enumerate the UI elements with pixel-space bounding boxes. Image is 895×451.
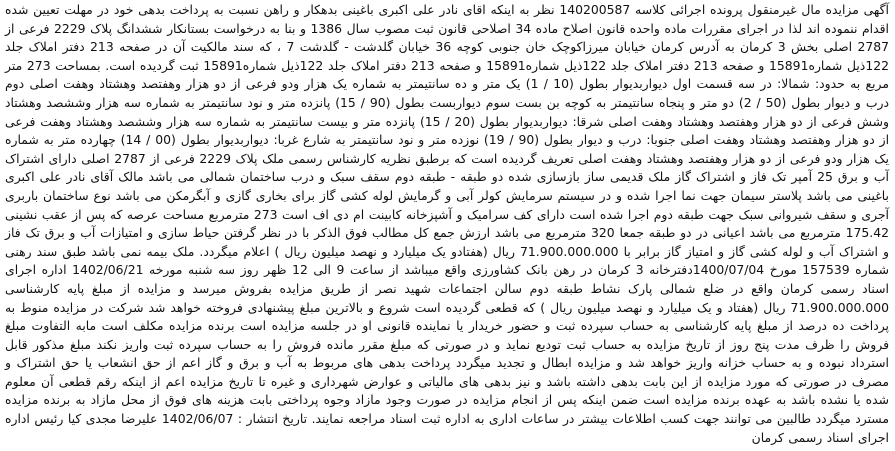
auction-notice-text: آگهی مزایده مال غیرمنقول پرونده اجرائی کلاسه 140200587 نظر به اینکه اقای نادر علی اکبری باغینی بدهکار و راهن نسبت به پرداخت بدهی خود در مهلت تعیین شده اقدام ننموده اند لذا در اجرای مقررات ماده واحده قانون اصلاح ماده 34 اصلاحی قانون ثبت مصوب سال 1386 و بنا به درخواست بستانکار ششدانگ پلاک 2229 فرعی از 2787 اصلی بخش 3 کرمان به آدرس کرمان خیابان میرزاکوچک خان جنوبی کوچه 36 خیابان گلدشت - گلدشت 7 ، که سند مالکیت آن در صفحه 213 دفتر املاک جلد 122ذیل شماره15891 و صفحه 213 دفتر املاک جلد 122ذیل شماره15891 و صفحه 213 دفتر املاک جلد 122ذیل شماره15891 ثبت گردیده است. بمساحت 273 متر مربع به حدود: شمالا: در سه قسمت اول دیواربدیوار بطول (10 / 1) یک متر و ده سانتیمتر به شماره یک هزار ودو فرعی از دو هزار وهفتصد وهشتاد وهفت اصلی دوم درب و دیوار بطول (50 / 2) دو متر و پنجاه سانتیمتر به کوچه بن بست سوم دیواربست بطول (90 / 15) پانزده متر و نود سانتیمتر به شماره سه هزار وششصد وهشتاد وشش فرعی از دو هزار وهفتصد وهشتاد وهفت اصلی شرقا: دیواربدیوار بطول (20 / 15) پانزده متر و بیست سانتیمتر به شماره سه هزار وششصد وهشتاد وهفت فرعی از دو هزار وهفتصد وهشتاد وهفت اصلی جنوبا: درب و دیوار بطول (90 / 19) نوزده متر و نود سانتیمتر به شارع غربا: دیواربدیوار بطول (00 / 14) چهارده متر به شماره یک هزار ودو فرعی از دو هزار وهفتصد وهشتاد وهفت اصلی تعریف گردیده است که برطبق نظریه کارشناس رسمی ملک پلاک 2229 فرعی از 2787 اصلی دارای اشتراک آب و برق 25 آمپر تک فاز و اشتراک گاز ملک قدیمی ساز بازسازی شده دو طبقه - طبقه دوم سقف سبک و درب ساختمان شمالی می باشد مالک آقای نادر علی اکبری باغینی می باشد پلاستر سیمان جهت نما اجرا شده و در سیستم سرمایش کولر آبی و گرمایش لوله کشی گاز برای بخاری گازی و آبگرمکن می باشد نوع ساختمان باربری آجری و سقف شیروانی سبک جهت طبقه دوم اجرا شده است دارای کف سرامیک و آشپزخانه کابینت ام دی اف است 273 مترمربع مساحت عرصه که پس از عقب نشینی 175.42 مترمربع می باشد اعیانی در دو طبقه جمعا 320 مترمربع می باشد ارزش جمع کل مطالب فوق الذکر با در نظر گرفتن حیاط سازی و امتیازات آب و برق تک فاز و اشتراک آب و لوله کشی گاز و امتیاز گاز برابر با 71.900.000.000 ریال (هفتادو یک میلیارد و نهصد میلیون ریال ) اعلام میگردد. ملک بیمه نمی باشد طبق سند رهنی شماره 157539 مورخ 1400/07/04دفترخانه 3 کرمان در رهن بانک کشاورزی واقع میباشد از ساعت 9 الی 12 ظهر روز سه شنبه مورخه 1402/06/21 اداره اجرای اسناد رسمی کرمان واقع در ضلع شمالی پارک نشاط طبقه دوم سالن اجتماعات شهید نصر از طریق مزایده بفروش میرسد و مزایده از مبلغ پایه کارشناسی 71.900.000.000 ریال (هفتاد و یک میلیارد و نهصد میلیون ریال ) که قطعی گردیده است شروع و بالاترین مبلغ پیشنهادی فروخته خواهد شد شرکت در مزایده منوط به پرداخت ده درصد از مبلغ پایه کارشناسی به حساب سپرده ثبت و حضور خریدار یا نماینده قانونی او در جلسه مزایده است برنده مزایده مکلف است مابه التفاوت مبلغ فروش را ظرف مدت پنج روز از تاریخ مزایده به حساب ثبت تودیع نماید و در صورتی که مبلغ مقرر مانده فروش را به حساب سپرده ثبت واریز نکند مبلغ مذکور قابل استرداد نبوده و به حساب خزانه واریز خواهد شد و مزایده ابطال و تجدید میگردد پرداخت بدهی های مربوط به آب و برق و گاز اعم از حق انشعاب یا حق اشتراک و مصرف در صورتی که مورد مزایده از این بابت بدهی داشته باشد و نیز بدهی های مالیاتی و عوارض شهرداری و غیره تا تاریخ مزایده اعم از اینکه رقم قطعی آن معلوم شده یا نشده باشد به عهده برنده مزایده است ضمن اینکه پس از انجام مزایده در صورت وجود مازاد وجوه پرداختی بابت هزینه های فوق از محل مازاد به برنده مزایده مسترد میگردد طالبین می توانند جهت کسب اطلاعات بیشتر در ساعات اداری به اداره ثبت اسناد مراجعه نمایند. تاریخ انتشار : 1402/06/07 علیرضا مجدی کیا رئیس اداره اجرای اسناد رسمی کرمان [5, 2, 890, 445]
